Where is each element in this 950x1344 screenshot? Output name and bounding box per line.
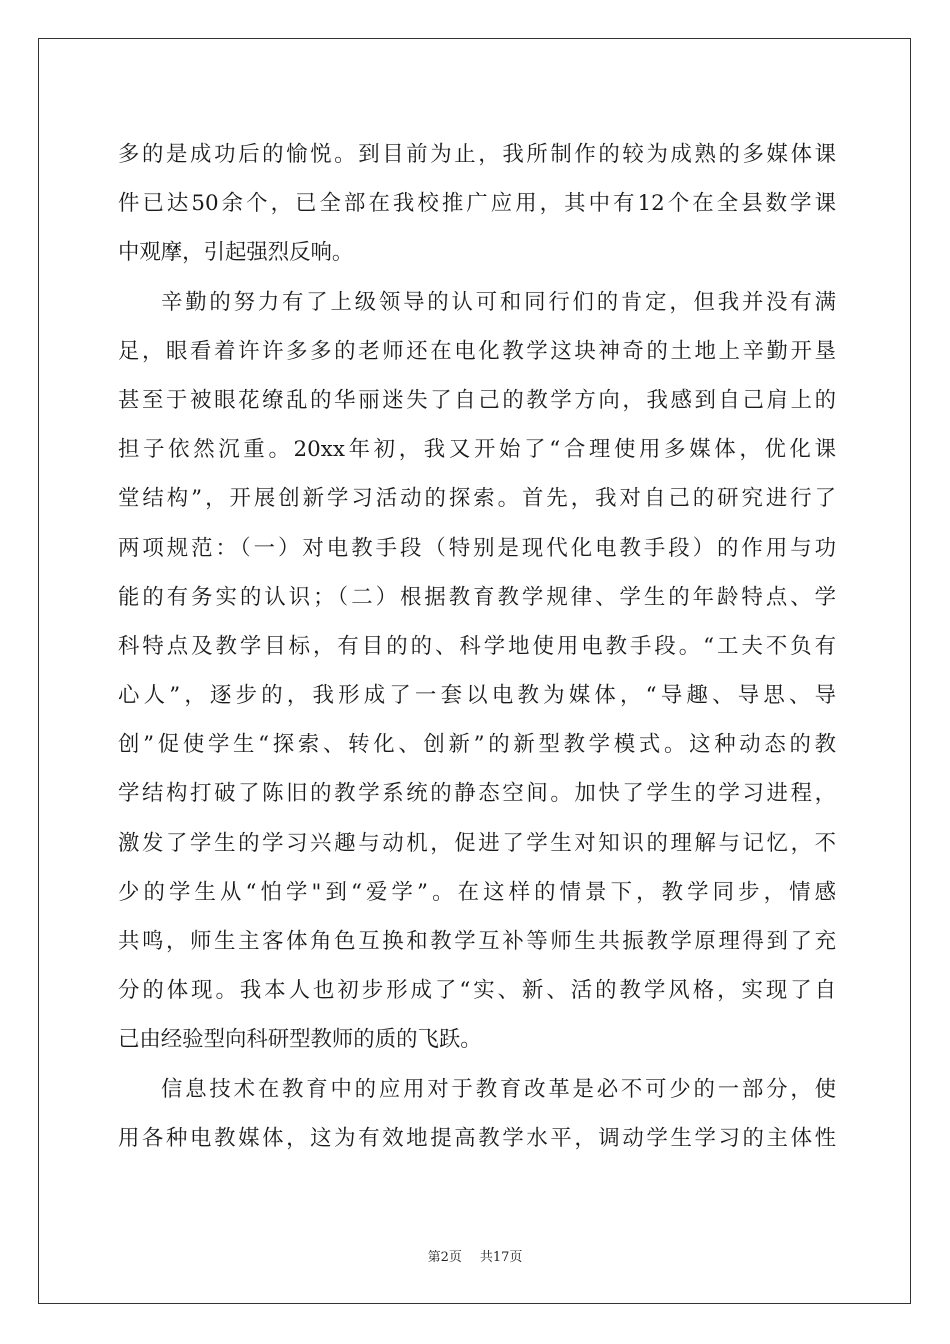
- page-footer: [0, 1246, 950, 1265]
- text-line: 辛勤的努力有了上级领导的认可和同行们的肯定，但我并没有满: [161, 289, 836, 315]
- text-line: 学结构打破了陈旧的教学系统的静态空间。加快了学生的学习进程，: [118, 781, 836, 807]
- text-line: 甚至于被眼花缭乱的华丽迷失了自己的教学方向，我感到自己肩上的: [118, 387, 836, 413]
- text-line: 用各种电教媒体，这为有效地提高教学水平，调动学生学习的主体性: [118, 1125, 836, 1151]
- text-line: 足，眼看着许许多多的老师还在电化教学这块神奇的土地上辛勤开垦: [118, 338, 836, 364]
- text-line: 两项规范：（一）对电教手段（特别是现代化电教手段）的作用与功: [118, 535, 836, 561]
- text-line: 心人”，逐步的，我形成了一套以电教为媒体，“导趣、导思、导: [118, 683, 836, 709]
- text-line: 信息技术在教育中的应用对于教育改革是必不可少的一部分，使: [161, 1076, 836, 1102]
- text-line: 分的体现。我本人也初步形成了“实、新、活的教学风格，实现了自: [118, 978, 836, 1004]
- page-number: 第2页: [427, 1250, 462, 1265]
- text-line: 共鸣，师生主客体角色互换和教学互补等师生共振教学原理得到了充: [118, 929, 836, 954]
- text-line: 中观摩，引起强烈反响。: [118, 240, 354, 266]
- text-line: 少的学生从“怕学"到“爱学”。在这样的情景下，教学同步，情感: [118, 879, 836, 905]
- page-total: 共17页: [479, 1250, 523, 1265]
- text-line: 激发了学生的学习兴趣与动机，促进了学生对知识的理解与记忆，不: [118, 830, 836, 856]
- text-line: 担子依然沉重。20xx年初，我又开始了“合理使用多媒体，优化课: [118, 437, 836, 463]
- text-line: 堂结构”，开展创新学习活动的探索。首先，我对自己的研究进行了: [118, 486, 836, 512]
- text-line: 能的有务实的认识；（二）根据教育教学规律、学生的年龄特点、学: [118, 584, 836, 610]
- text-line: 件已达50余个，已全部在我校推广应用，其中有12个在全县数学课: [118, 191, 836, 217]
- text-line: 己由经验型向科研型教师的质的飞跃。: [118, 1027, 482, 1053]
- document-body: [118, 130, 836, 1163]
- text-line: 科特点及教学目标，有目的的、科学地使用电教手段。“工夫不负有: [118, 633, 836, 659]
- text-line: 创”促使学生“探索、转化、创新”的新型教学模式。这种动态的教: [118, 732, 836, 758]
- text-line: 多的是成功后的愉悦。到目前为止，我所制作的较为成熟的多媒体课: [118, 142, 836, 167]
